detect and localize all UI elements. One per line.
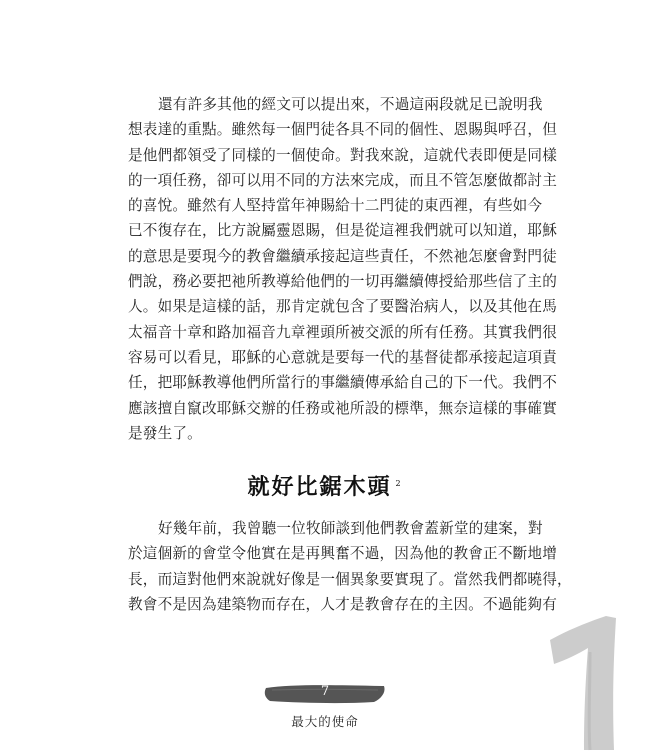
page-number: 7 [320,684,330,699]
text-line: 已不復存在，比方說屬靈恩賜，但是從這裡我們就可以知道，耶穌 [128,222,558,240]
text-line: 們說，務必要把祂所教導給他們的一切再繼續傳授給那些信了主的 [128,273,558,291]
text-line: 教會不是因為建築物而存在，人才是教會存在的主因。不過能夠有 [128,595,558,613]
text-line: 是發生了。 [128,424,202,442]
text-line: 應該擅自竄改耶穌交辦的任務或祂所設的標準，無奈這樣的事確實 [128,399,558,417]
footnote-marker: 2 [395,478,403,488]
section-heading [0,470,650,501]
text-line: 太福音十章和路加福音九章裡頭所被交派的所有任務。其實我們很 [128,323,558,341]
text-line: 還有許多其他的經文可以提出來，不過這兩段就足已說明我 [158,96,543,113]
text-line: 人。如果是這樣的話，那肯定就包含了要醫治病人，以及其他在馬 [128,298,558,316]
body-paragraph-1 [128,92,558,446]
chapter-number: 1 [420,512,421,513]
chapter-title: 最大的使命 [291,714,359,729]
chapter-number-graphic [420,512,640,752]
text-line: 想表達的重點。雖然每一個門徒各具不同的個性、恩賜與呼召，但 [128,121,558,139]
text-line: 任，把耶穌教導他們所當行的事繼續傳承給自己的下一代。我們不 [128,374,558,392]
text-line: 長，而這對他們來說就好像是一個異象要實現了。當然我們都曉得， [128,570,572,588]
text-line: 的喜悅。雖然有人堅持當年神賜給十二門徒的東西裡，有些如今 [128,197,543,215]
text-line: 的意思是要現今的教會繼續承接起這些責任，不然祂怎麼會對門徒 [128,247,558,265]
text-line: 於這個新的會堂令他實在是再興奮不過，因為他的教會正不斷地增 [128,545,558,563]
text-line: 好幾年前，我曾聽一位牧師談到他們教會蓋新堂的建案，對 [158,520,543,537]
text-line: 的一項任務，卻可以用不同的方法來完成，而且不管怎麼做都討主 [128,171,558,189]
text-line: 容易可以看見，耶穌的心意就是要每一代的基督徒都承接起這項責 [128,348,558,366]
body-paragraph-2 [128,516,572,617]
section-heading-text: 就好比鋸木頭 [247,474,392,500]
text-line: 是他們都領受了同樣的一個使命。對我來說，這就代表即便是同樣 [128,146,558,164]
